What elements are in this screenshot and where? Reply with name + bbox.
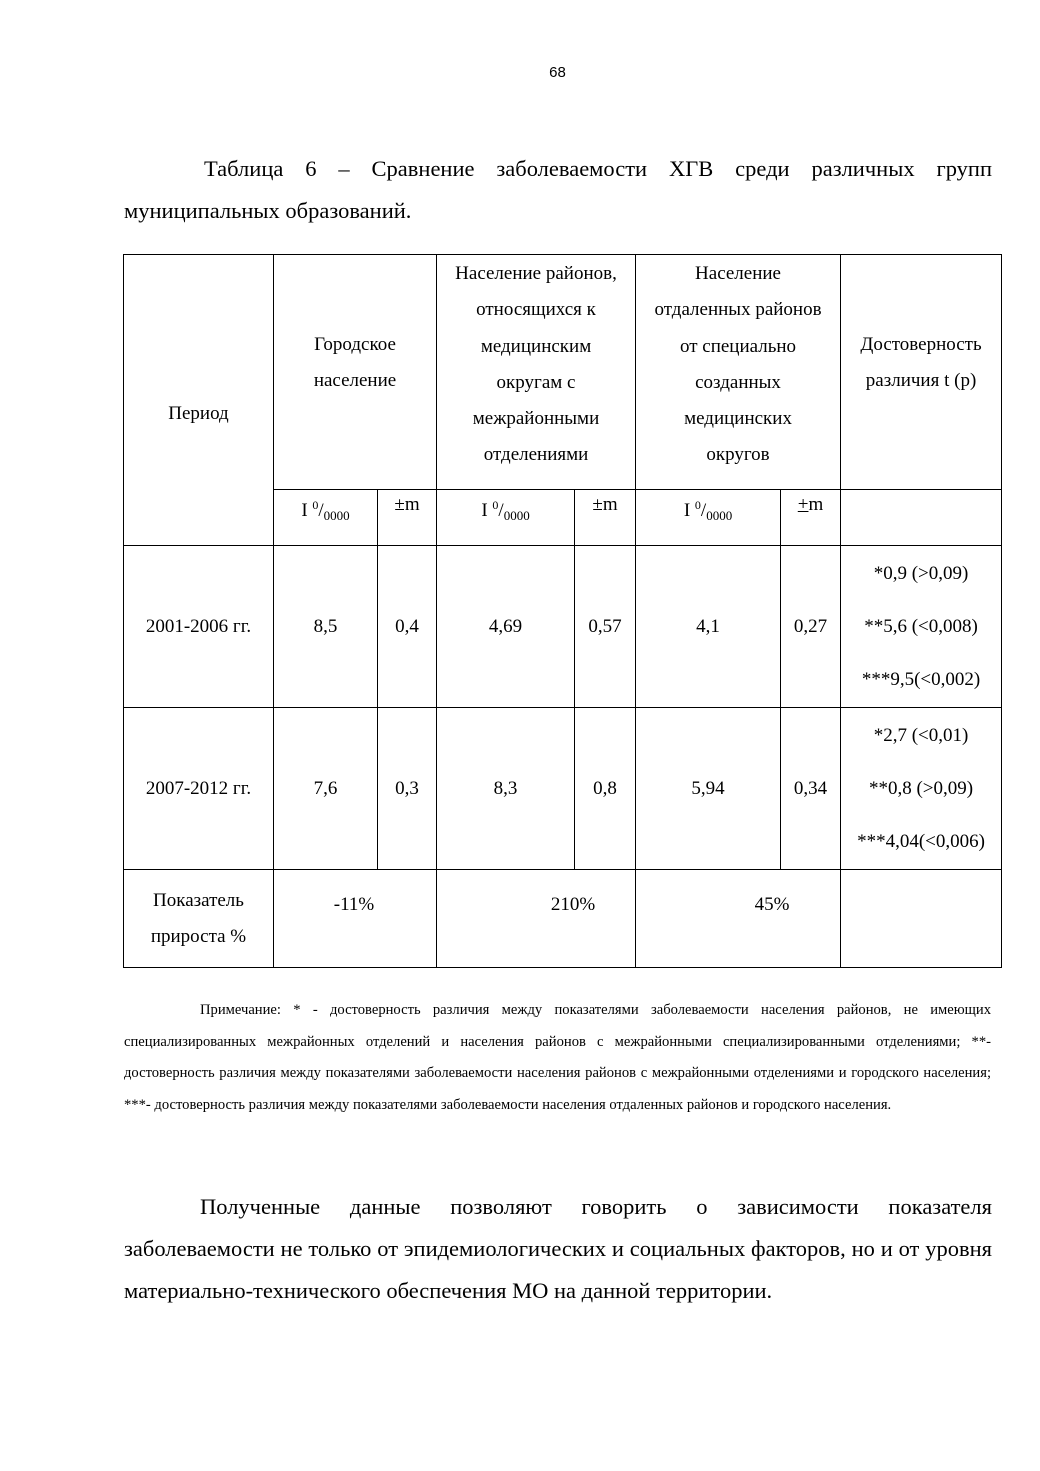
header-districts-line: отделениями [483,444,589,466]
subheader-districts-pm: ±m [575,490,636,546]
subheader-remote-pm: +m [781,490,841,546]
cell-remote-rate: 4,1 [636,546,781,708]
significance-value: **0,8 (>0,09) [868,778,974,799]
header-remote-line: от специально [679,335,797,357]
cell-districts-rate: 4,69 [437,546,575,708]
cell-growth-remote: 45% [636,870,841,968]
cell-growth-districts: 210% [437,870,636,968]
cell-urban-rate: 7,6 [274,708,378,870]
cell-remote-rate: 5,94 [636,708,781,870]
table-row [124,546,1002,708]
page-number: 68 [549,64,566,81]
cell-urban-m: 0,3 [378,708,437,870]
header-remote-line: отдаленных районов [654,299,822,321]
header-urban-line: Городское [314,334,396,355]
header-remote-line: созданных [695,371,781,393]
growth-label-line: прироста % [150,925,247,947]
header-urban-line: население [313,370,397,392]
subheader-remote-rate: I $^0/_{0000}$ [636,490,781,546]
header-remote-line: округов [706,444,770,466]
caption-line-1: Таблица 6 – Сравнение заболеваемости ХГВ среди различных групп [204,156,992,181]
header-urban [274,255,437,490]
header-districts-line: относящихся к [476,299,596,321]
cell-districts-m: 0,8 [575,708,636,870]
morbidity-table [123,254,1002,968]
significance-value: ***9,5(<0,002) [861,669,981,690]
cell-remote-m: 0,34 [781,708,841,870]
subheader-urban-rate: I $^0/_{0000}$ [274,490,378,546]
cell-growth-significance-empty [841,870,1002,968]
header-period: Период [124,255,274,546]
growth-label-line: Показатель [153,889,244,911]
conclusion-text: Полученные данные позволяют говорить о зависимости показателя заболеваемости не только от эпидемиологических и социальных факторов, но и от уровня материально-технического обеспечения МО на данной территории. [124,1194,992,1303]
cell-growth-label [124,870,274,968]
cell-period: 2007-2012 гг. [124,708,274,870]
significance-value: *0,9 (>0,09) [873,563,969,584]
cell-districts-rate: 8,3 [437,708,575,870]
caption-line-2: муниципальных образований. [124,198,412,223]
significance-value: **5,6 (<0,008) [864,616,978,637]
cell-remote-m: 0,27 [781,546,841,708]
header-significance [841,255,1002,490]
cell-significance [841,708,1002,870]
cell-urban-m: 0,4 [378,546,437,708]
table-note [124,995,991,1121]
cell-urban-rate: 8,5 [274,546,378,708]
cell-significance [841,546,1002,708]
note-text: Примечание: * - достоверность различия между показателями заболеваемости населения районов, не имеющих специализированных межрайонных отделений и населения районов с межрайонными специализированными отделениями; **- достоверность различия между показателями заболеваемости населения районов с межрайонными отделениями и городского населения; ***- достоверность различия между показателями заболеваемости населения отдаленных районов и городского населения. [124,1002,991,1113]
header-districts-line: межрайонными [472,408,600,430]
significance-value: ***4,04(<0,006) [857,831,985,852]
header-remote-line: медицинских [684,408,792,430]
cell-period: 2001-2006 гг. [124,546,274,708]
header-districts [437,255,636,490]
cell-districts-m: 0,57 [575,546,636,708]
subheader-districts-rate: I $^0/_{0000}$ [437,490,575,546]
cell-growth-urban: -11% [274,870,437,968]
header-remote [636,255,841,490]
growth-row [124,870,1002,968]
header-districts-line: округам с [496,371,576,393]
subheader-significance-empty [841,490,1002,546]
table-caption [124,148,992,232]
conclusion-paragraph [124,1186,992,1312]
header-significance-line: Достоверность [860,334,982,355]
table-row [124,708,1002,870]
header-significance-line: различия t (p) [865,370,977,392]
significance-value: *2,7 (<0,01) [873,725,969,746]
header-districts-line: медицинским [480,335,592,357]
header-remote-line: Население [695,263,781,284]
header-districts-line: Население районов, [455,263,617,284]
subheader-urban-pm: ±m [378,490,437,546]
